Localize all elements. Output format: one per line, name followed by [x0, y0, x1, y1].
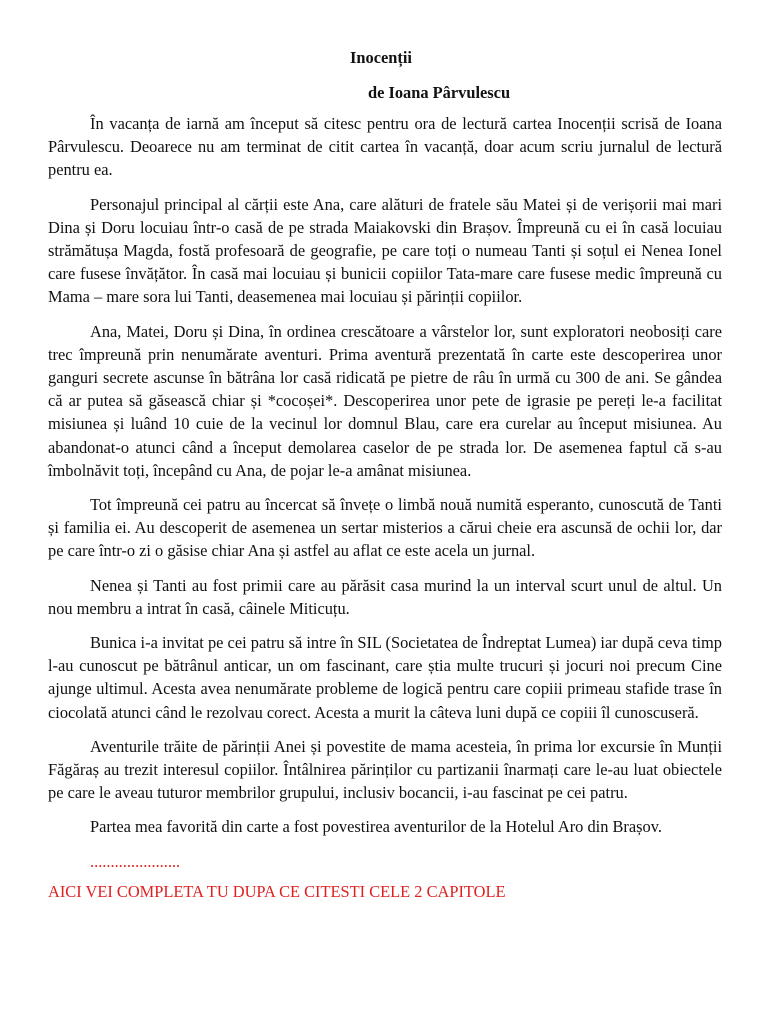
- paragraph-intro: În vacanța de iarnă am început să citesc pentru ora de lectură cartea Inocenții scrisă de Ioana Pârvulescu. Deoarece nu am terminat de citit cartea în vacanță, doar acum scriu jurnalul de lectură pentru ea.: [48, 114, 722, 180]
- paragraph-favorite: Partea mea favorită din carte a fost povestirea aventurilor de la Hotelul Aro din Brașov.: [90, 817, 662, 837]
- paragraph-sil: Bunica i-a invitat pe cei patru să intre în SIL (Societatea de Îndreptat Lumea) iar după ceva timp l-au cunoscut pe bătrânul anticar, un om fascinant, care știa multe trucuri și jocuri noi precum Cine ajunge ultimul. Acesta avea nenumărate probleme de logică pentru care copiii primeau stafide trase în ciocolată atunci când le rezolvau corect. Acesta a murit la câteva luni după ce copiii îl cunoscuseră.: [48, 633, 722, 722]
- paragraph-esperanto: Tot împreună cei patru au încercat să învețe o limbă nouă numită esperanto, cunoscută de Tanti și familia ei. Au descoperit de asemenea un sertar misterios a cărui cheie era ascunsă de ochii lor, dar pe care într-o zi o găsise chiar Ana și astfel au aflat ce este acela un jurnal.: [48, 495, 722, 561]
- placeholder-dots: ......................: [90, 851, 181, 871]
- completion-instruction: AICI VEI COMPLETA TU DUPA CE CITESTI CELE 2 CAPITOLE: [48, 881, 506, 901]
- paragraph-parents: Aventurile trăite de părinții Anei și povestite de mama acesteia, în prima lor excursie în Munții Făgăraș au trezit interesul copiilor. Întâlnirea părinților cu partizanii înarmați care le-au luat obiectele pe care le aveau tuturor membrilor grupului, inclusiv bocancii, i-au fascinat pe cei patru.: [48, 736, 722, 803]
- paragraph-adventures: Ana, Matei, Doru și Dina, în ordinea crescătoare a vârstelor lor, sunt exploratori neobosiți care trec împreună prin nenumărate aventuri. Prima aventură prezentată în carte este descoperirea unor ganguri secrete ascunse în bătrâna lor casă ridicată pe pietre de râu în urmă cu 300 de ani. Se gândea că ar putea să găsească chiar și *cocoșei*. Descoperirea unor pete de igrasie pe pereți le-a facilitat misiunea și luând 10 cuie de la vecinul lor domnul Blau, care era curelar au început misiunea. Au abandonat-o atunci când a început demolarea caselor de pe strada lor. De asemenea faptul că s-au îmbolnăvit toți, începând cu Ana, de pojar le-a amânat misiunea.: [48, 321, 722, 480]
- paragraph-characters: Personajul principal al cărții este Ana, care alături de fratele său Matei și de verișorii mai mari Dina și Doru locuiau într-o casă de pe strada Maiakovski din Brașov. Împreună cu ei în casă locuiau strămătușa Magda, fostă profesoară de geografie, pe care toți o numeau Tanti și soțul ei Nenea Ionel care fusese învățător. În casă mai locuiau și bunicii copiilor Tata-mare care fusese medic împreună cu Mama – mare sora lui Tanti, deasemenea mai locuiau și părinții copiilor.: [48, 194, 722, 307]
- book-title: Inocenții: [350, 48, 412, 67]
- document-page: [48, 46, 722, 903]
- book-author: de Ioana Pârvulescu: [368, 83, 511, 102]
- paragraph-departure: Nenea și Tanti au fost primii care au părăsit casa murind la un interval scurt unul de altul. Un nou membru a intrat în casă, câinele Miticuțu.: [48, 575, 722, 618]
